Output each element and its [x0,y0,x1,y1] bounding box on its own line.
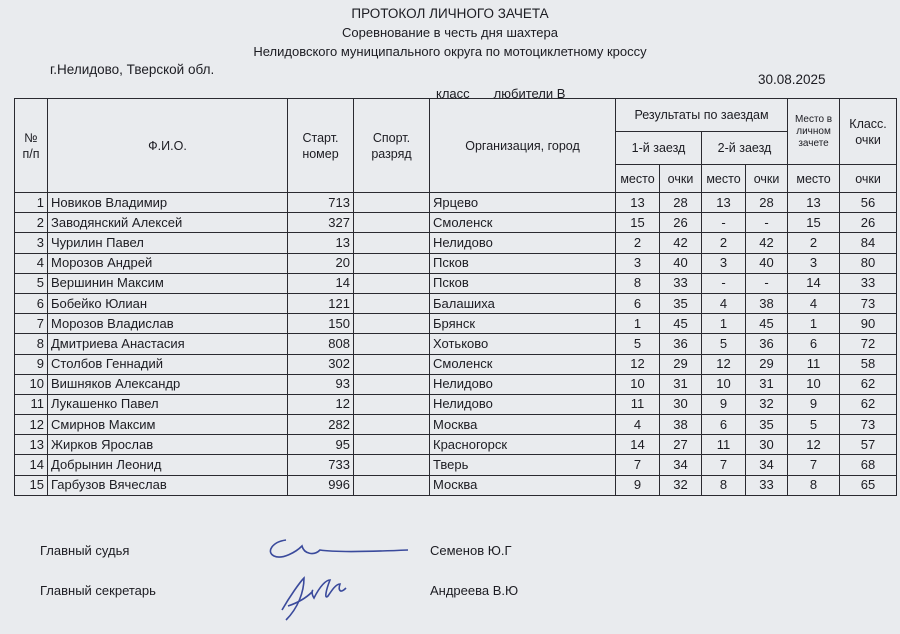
class-points: 65 [840,475,897,495]
heat1-points: 30 [660,394,702,414]
heat2-place: 3 [702,253,746,273]
final-place: 12 [788,435,840,455]
chief-judge-signature [262,530,412,564]
table-row [15,455,897,475]
heat2-place: 5 [702,334,746,354]
row-number: 13 [15,435,48,455]
chief-secretary-label: Главный секретарь [40,583,156,598]
heat2-points: - [746,213,788,233]
sport-rank [354,233,430,253]
chief-judge-label: Главный судья [40,543,130,558]
organization: Нелидово [430,374,616,394]
event-date: 30.08.2025 [758,72,826,87]
organization: Хотьково [430,334,616,354]
sport-rank [354,435,430,455]
heat1-place: 14 [616,435,660,455]
col-header-heat2-points: очки [746,165,788,193]
heat2-points: 31 [746,374,788,394]
heat1-points: 29 [660,354,702,374]
final-place: 5 [788,415,840,435]
class-points: 56 [840,193,897,213]
heat2-points: 34 [746,455,788,475]
sport-rank [354,354,430,374]
location: г.Нелидово, Тверской обл. [50,62,215,77]
table-row [15,233,897,253]
row-number: 7 [15,314,48,334]
organization: Смоленск [430,213,616,233]
col-header-personal-place: Место в личном зачете [788,99,840,165]
organization: Нелидово [430,394,616,414]
sport-rank [354,273,430,293]
col-header-sport-rank: Спорт. разряд [354,99,430,193]
participant-name: Вишняков Александр [48,374,288,394]
row-number: 15 [15,475,48,495]
table-row [15,314,897,334]
start-number: 95 [288,435,354,455]
sport-rank [354,213,430,233]
participant-name: Чурилин Павел [48,233,288,253]
start-number: 150 [288,314,354,334]
organization: Москва [430,475,616,495]
organization: Ярцево [430,193,616,213]
heat1-place: 4 [616,415,660,435]
class-label: класс [436,86,470,101]
final-place: 1 [788,314,840,334]
start-number: 808 [288,334,354,354]
heat1-points: 42 [660,233,702,253]
start-number: 12 [288,394,354,414]
heat2-points: 28 [746,193,788,213]
final-place: 7 [788,455,840,475]
organization: Нелидово [430,233,616,253]
chief-secretary-name: Андреева В.Ю [430,583,519,598]
heat1-points: 26 [660,213,702,233]
heat2-place: 4 [702,293,746,313]
sport-rank [354,394,430,414]
table-row [15,415,897,435]
heat1-place: 2 [616,233,660,253]
start-number: 733 [288,455,354,475]
chief-secretary-signature [274,566,364,632]
final-place: 15 [788,213,840,233]
col-header-organization: Организация, город [430,99,616,193]
heat1-points: 40 [660,253,702,273]
organization: Красногорск [430,435,616,455]
sport-rank [354,475,430,495]
class-points: 62 [840,374,897,394]
table-row [15,213,897,233]
col-header-heat1-place: место [616,165,660,193]
heat2-points: 35 [746,415,788,435]
participant-name: Морозов Андрей [48,253,288,273]
col-header-name: Ф.И.О. [48,99,288,193]
heat2-place: 9 [702,394,746,414]
heat1-points: 35 [660,293,702,313]
heat1-points: 45 [660,314,702,334]
table-row [15,193,897,213]
heat2-place: 10 [702,374,746,394]
heat2-place: - [702,213,746,233]
start-number: 93 [288,374,354,394]
class-points: 80 [840,253,897,273]
row-number: 9 [15,354,48,374]
chief-judge-name: Семенов Ю.Г [430,543,512,558]
class-points: 26 [840,213,897,233]
results-table [14,98,897,496]
heat1-place: 1 [616,314,660,334]
heat1-points: 31 [660,374,702,394]
heat1-place: 15 [616,213,660,233]
heat1-points: 36 [660,334,702,354]
class-points: 84 [840,233,897,253]
heat1-place: 12 [616,354,660,374]
table-row [15,253,897,273]
row-number: 12 [15,415,48,435]
table-row [15,293,897,313]
class-points: 72 [840,334,897,354]
sport-rank [354,415,430,435]
protocol-subtitle-2: Нелидовского муниципального округа по мотоциклетному кроссу [253,44,647,59]
class-points: 73 [840,415,897,435]
heat2-points: 30 [746,435,788,455]
col-header-final-points: очки [840,165,897,193]
table-row [15,374,897,394]
final-place: 11 [788,354,840,374]
col-header-final-place: место [788,165,840,193]
protocol-title: ПРОТОКОЛ ЛИЧНОГО ЗАЧЕТА [351,6,549,21]
heat2-points: - [746,273,788,293]
heat2-points: 40 [746,253,788,273]
organization: Москва [430,415,616,435]
row-number: 4 [15,253,48,273]
heat2-place: 12 [702,354,746,374]
organization: Тверь [430,455,616,475]
heat2-points: 42 [746,233,788,253]
table-row [15,394,897,414]
col-header-no: № п/п [15,99,48,193]
table-row [15,354,897,374]
row-number: 6 [15,293,48,313]
heat1-points: 33 [660,273,702,293]
organization: Псков [430,273,616,293]
table-row [15,475,897,495]
final-place: 14 [788,273,840,293]
protocol-subtitle: Соревнование в честь дня шахтера [342,25,558,40]
sport-rank [354,314,430,334]
final-place: 6 [788,334,840,354]
final-place: 13 [788,193,840,213]
col-header-heat1-points: очки [660,165,702,193]
participant-name: Новиков Владимир [48,193,288,213]
row-number: 14 [15,455,48,475]
heat1-place: 11 [616,394,660,414]
class-points: 58 [840,354,897,374]
row-number: 3 [15,233,48,253]
heat2-points: 38 [746,293,788,313]
heat2-points: 36 [746,334,788,354]
organization: Брянск [430,314,616,334]
heat1-place: 5 [616,334,660,354]
heat1-place: 10 [616,374,660,394]
final-place: 10 [788,374,840,394]
start-number: 713 [288,193,354,213]
final-place: 9 [788,394,840,414]
participant-name: Морозов Владислав [48,314,288,334]
sport-rank [354,334,430,354]
col-header-results: Результаты по заездам [616,99,788,132]
heat2-place: 1 [702,314,746,334]
col-header-heat2-place: место [702,165,746,193]
sport-rank [354,293,430,313]
heat2-place: - [702,273,746,293]
start-number: 13 [288,233,354,253]
class-value: любители В [493,86,566,101]
col-header-start-number: Старт. номер [288,99,354,193]
final-place: 4 [788,293,840,313]
heat1-place: 6 [616,293,660,313]
participant-name: Гарбузов Вячеслав [48,475,288,495]
col-header-class-points: Класс. очки [840,99,897,165]
organization: Псков [430,253,616,273]
participant-name: Добрынин Леонид [48,455,288,475]
participant-name: Дмитриева Анастасия [48,334,288,354]
participant-name: Лукашенко Павел [48,394,288,414]
heat2-place: 13 [702,193,746,213]
heat2-points: 32 [746,394,788,414]
heat2-place: 8 [702,475,746,495]
heat2-place: 7 [702,455,746,475]
heat2-place: 11 [702,435,746,455]
col-header-heat-2: 2-й заезд [702,132,788,165]
heat2-points: 33 [746,475,788,495]
organization: Балашиха [430,293,616,313]
start-number: 282 [288,415,354,435]
heat2-place: 2 [702,233,746,253]
row-number: 2 [15,213,48,233]
heat1-place: 8 [616,273,660,293]
heat1-points: 34 [660,455,702,475]
start-number: 20 [288,253,354,273]
sport-rank [354,455,430,475]
start-number: 996 [288,475,354,495]
participant-name: Столбов Геннадий [48,354,288,374]
heat1-points: 38 [660,415,702,435]
row-number: 5 [15,273,48,293]
heat1-points: 28 [660,193,702,213]
organization: Смоленск [430,354,616,374]
participant-name: Жирков Ярослав [48,435,288,455]
table-row [15,435,897,455]
table-row [15,334,897,354]
heat2-place: 6 [702,415,746,435]
heat1-place: 9 [616,475,660,495]
class-points: 62 [840,394,897,414]
start-number: 14 [288,273,354,293]
heat1-place: 13 [616,193,660,213]
sport-rank [354,374,430,394]
row-number: 1 [15,193,48,213]
row-number: 10 [15,374,48,394]
heat2-points: 29 [746,354,788,374]
heat2-points: 45 [746,314,788,334]
table-row [15,273,897,293]
participant-name: Вершинин Максим [48,273,288,293]
heat1-place: 3 [616,253,660,273]
final-place: 2 [788,233,840,253]
participant-name: Бобейко Юлиан [48,293,288,313]
final-place: 8 [788,475,840,495]
sport-rank [354,193,430,213]
start-number: 327 [288,213,354,233]
row-number: 11 [15,394,48,414]
participant-name: Заводянский Алексей [48,213,288,233]
participant-name: Смирнов Максим [48,415,288,435]
class-points: 73 [840,293,897,313]
class-points: 57 [840,435,897,455]
final-place: 3 [788,253,840,273]
heat1-place: 7 [616,455,660,475]
class-points: 33 [840,273,897,293]
col-header-heat-1: 1-й заезд [616,132,702,165]
class-points: 68 [840,455,897,475]
heat1-points: 27 [660,435,702,455]
sport-rank [354,253,430,273]
start-number: 121 [288,293,354,313]
class-points: 90 [840,314,897,334]
row-number: 8 [15,334,48,354]
start-number: 302 [288,354,354,374]
heat1-points: 32 [660,475,702,495]
